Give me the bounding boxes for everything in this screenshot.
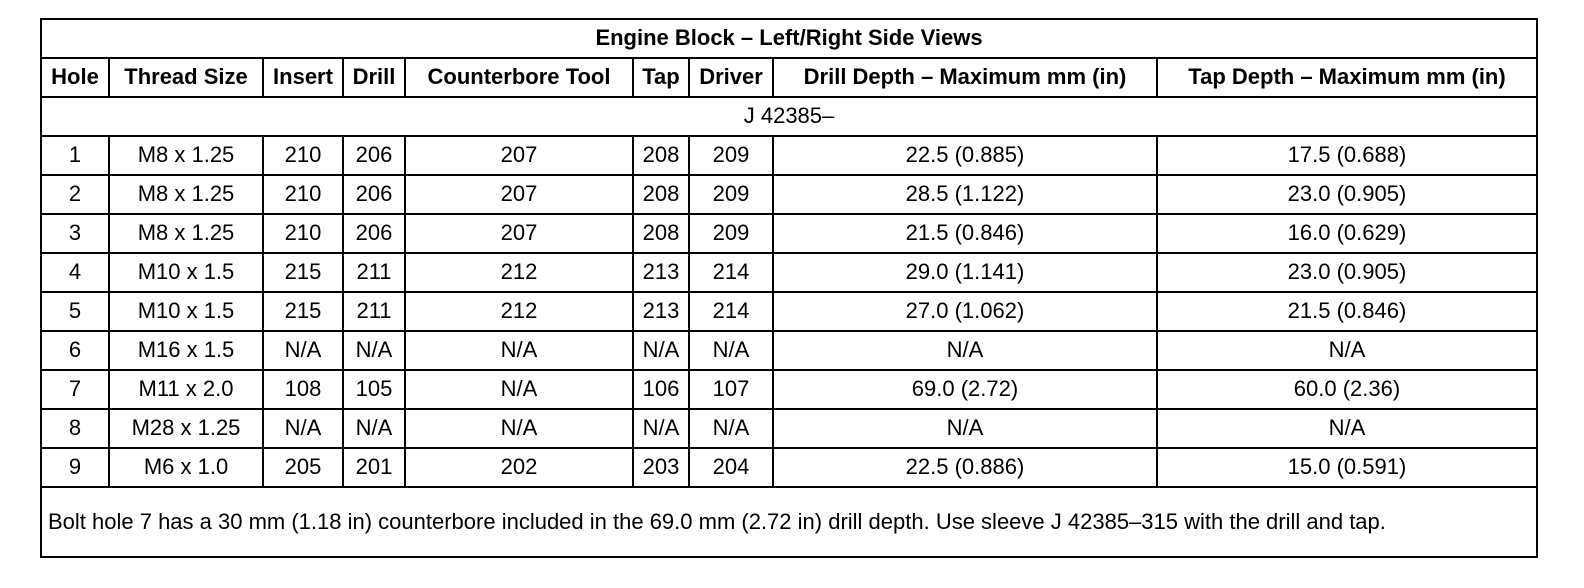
cell-thread-size: M8 x 1.25 xyxy=(109,136,263,175)
cell-thread-size: M11 x 2.0 xyxy=(109,370,263,409)
cell-tap-depth: 21.5 (0.846) xyxy=(1157,292,1537,331)
cell-insert: 210 xyxy=(263,175,343,214)
column-header-row xyxy=(41,58,1537,97)
cell-thread-size: M10 x 1.5 xyxy=(109,253,263,292)
cell-drill-depth: 69.0 (2.72) xyxy=(773,370,1157,409)
cell-counterbore-tool: 202 xyxy=(405,448,633,487)
cell-drill: N/A xyxy=(343,331,405,370)
cell-driver: 209 xyxy=(689,175,773,214)
table-row xyxy=(41,448,1537,487)
cell-drill: 206 xyxy=(343,214,405,253)
col-header-tap: Tap xyxy=(633,58,689,97)
cell-drill-depth: 21.5 (0.846) xyxy=(773,214,1157,253)
table-row xyxy=(41,253,1537,292)
cell-thread-size: M28 x 1.25 xyxy=(109,409,263,448)
col-header-drill-depth: Drill Depth – Maximum mm (in) xyxy=(773,58,1157,97)
cell-driver: N/A xyxy=(689,409,773,448)
cell-hole: 9 xyxy=(41,448,109,487)
cell-hole: 5 xyxy=(41,292,109,331)
cell-thread-size: M8 x 1.25 xyxy=(109,175,263,214)
cell-tap: 203 xyxy=(633,448,689,487)
cell-drill-depth: 22.5 (0.885) xyxy=(773,136,1157,175)
cell-drill: 211 xyxy=(343,292,405,331)
cell-tap: 208 xyxy=(633,214,689,253)
cell-tap: 208 xyxy=(633,136,689,175)
cell-tap: 213 xyxy=(633,253,689,292)
table-row xyxy=(41,409,1537,448)
cell-drill-depth: 29.0 (1.141) xyxy=(773,253,1157,292)
cell-drill: N/A xyxy=(343,409,405,448)
cell-tap-depth: 60.0 (2.36) xyxy=(1157,370,1537,409)
cell-driver: 209 xyxy=(689,136,773,175)
col-header-drill: Drill xyxy=(343,58,405,97)
col-header-thread-size: Thread Size xyxy=(109,58,263,97)
cell-hole: 3 xyxy=(41,214,109,253)
cell-tap-depth: 17.5 (0.688) xyxy=(1157,136,1537,175)
cell-counterbore-tool: 207 xyxy=(405,136,633,175)
cell-drill-depth: 28.5 (1.122) xyxy=(773,175,1157,214)
cell-insert: 210 xyxy=(263,136,343,175)
cell-drill-depth: 27.0 (1.062) xyxy=(773,292,1157,331)
cell-driver: 209 xyxy=(689,214,773,253)
cell-insert: 215 xyxy=(263,292,343,331)
cell-tap-depth: 16.0 (0.629) xyxy=(1157,214,1537,253)
engine-block-spec-table xyxy=(40,18,1538,558)
cell-counterbore-tool: N/A xyxy=(405,409,633,448)
cell-hole: 8 xyxy=(41,409,109,448)
cell-drill-depth: 22.5 (0.886) xyxy=(773,448,1157,487)
cell-counterbore-tool: 212 xyxy=(405,292,633,331)
cell-drill: 105 xyxy=(343,370,405,409)
cell-driver: 214 xyxy=(689,292,773,331)
cell-tap: N/A xyxy=(633,409,689,448)
table-row xyxy=(41,214,1537,253)
table-row xyxy=(41,136,1537,175)
cell-tap-depth: 23.0 (0.905) xyxy=(1157,175,1537,214)
table-row xyxy=(41,331,1537,370)
kit-label-row xyxy=(41,97,1537,136)
cell-insert: 108 xyxy=(263,370,343,409)
cell-insert: 205 xyxy=(263,448,343,487)
cell-insert: 210 xyxy=(263,214,343,253)
col-header-insert: Insert xyxy=(263,58,343,97)
cell-thread-size: M16 x 1.5 xyxy=(109,331,263,370)
cell-thread-size: M10 x 1.5 xyxy=(109,292,263,331)
cell-tap: 208 xyxy=(633,175,689,214)
cell-driver: 107 xyxy=(689,370,773,409)
cell-tap: 106 xyxy=(633,370,689,409)
cell-driver: 214 xyxy=(689,253,773,292)
table-row xyxy=(41,292,1537,331)
cell-drill-depth: N/A xyxy=(773,331,1157,370)
cell-counterbore-tool: N/A xyxy=(405,331,633,370)
cell-counterbore-tool: 207 xyxy=(405,214,633,253)
cell-driver: N/A xyxy=(689,331,773,370)
cell-drill: 211 xyxy=(343,253,405,292)
cell-counterbore-tool: 207 xyxy=(405,175,633,214)
cell-tap: N/A xyxy=(633,331,689,370)
cell-tap: 213 xyxy=(633,292,689,331)
cell-hole: 4 xyxy=(41,253,109,292)
table-row xyxy=(41,175,1537,214)
cell-drill: 206 xyxy=(343,175,405,214)
cell-drill: 201 xyxy=(343,448,405,487)
cell-drill: 206 xyxy=(343,136,405,175)
cell-driver: 204 xyxy=(689,448,773,487)
table-note: Bolt hole 7 has a 30 mm (1.18 in) counterbore included in the 69.0 mm (2.72 in) drill depth. Use sleeve J 42385–315 with the drill and tap. xyxy=(41,487,1537,557)
kit-label: J 42385– xyxy=(41,97,1537,136)
cell-insert: N/A xyxy=(263,409,343,448)
cell-thread-size: M8 x 1.25 xyxy=(109,214,263,253)
table-title: Engine Block – Left/Right Side Views xyxy=(41,19,1537,58)
col-header-counterbore-tool: Counterbore Tool xyxy=(405,58,633,97)
table-row xyxy=(41,370,1537,409)
cell-tap-depth: N/A xyxy=(1157,331,1537,370)
cell-tap-depth: 23.0 (0.905) xyxy=(1157,253,1537,292)
cell-counterbore-tool: N/A xyxy=(405,370,633,409)
cell-hole: 2 xyxy=(41,175,109,214)
cell-hole: 1 xyxy=(41,136,109,175)
cell-insert: N/A xyxy=(263,331,343,370)
cell-drill-depth: N/A xyxy=(773,409,1157,448)
cell-counterbore-tool: 212 xyxy=(405,253,633,292)
cell-tap-depth: N/A xyxy=(1157,409,1537,448)
col-header-hole: Hole xyxy=(41,58,109,97)
cell-hole: 6 xyxy=(41,331,109,370)
cell-thread-size: M6 x 1.0 xyxy=(109,448,263,487)
col-header-driver: Driver xyxy=(689,58,773,97)
cell-insert: 215 xyxy=(263,253,343,292)
note-row xyxy=(41,487,1537,557)
cell-hole: 7 xyxy=(41,370,109,409)
cell-tap-depth: 15.0 (0.591) xyxy=(1157,448,1537,487)
col-header-tap-depth: Tap Depth – Maximum mm (in) xyxy=(1157,58,1537,97)
